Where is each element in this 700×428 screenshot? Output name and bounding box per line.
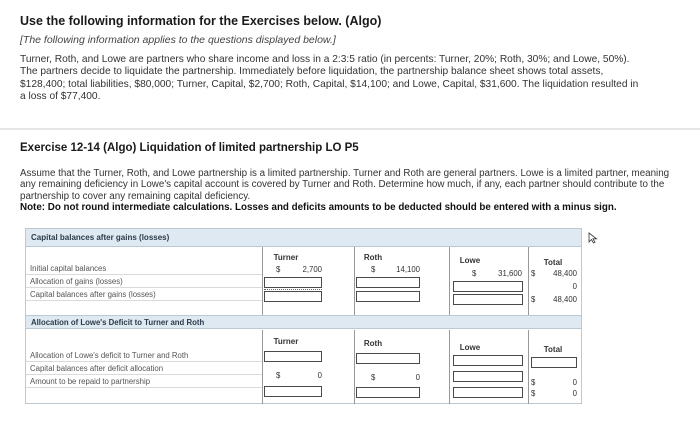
grid-line xyxy=(262,330,263,404)
intro-body: Turner, Roth, and Lowe are partners who share income and loss in a 2:3:5 ratio (in percents: Turner, 20%; Roth, 30%; and Lowe, 50%). The partners decide to liquidate the partnership. Immediately before liquidation, the partnership balance sheet shows total assets, $128,400; total liabilities, $80,000; Turner, Capital, $2,700; Roth, Capital, $14,100; and Lowe, Capital, $31,600. The liquidation resulted in a loss of $77,400. xyxy=(20,54,639,103)
row-initial-label: Initial capital balances xyxy=(26,263,262,275)
intro-section xyxy=(0,0,700,128)
roth-allocation-input[interactable] xyxy=(356,277,420,288)
total-after-dollar: $ xyxy=(531,295,536,304)
row-allocation-label: Allocation of gains (losses) xyxy=(26,276,262,288)
grid-line xyxy=(449,330,450,404)
exercise-title: Exercise 12-14 (Algo) Liquidation of limited partnership LO P5 xyxy=(20,142,359,154)
exercise-note: Note: Do not round intermediate calculations. Losses and deficits amounts to be deducted should be entered with a minus sign. xyxy=(20,202,617,214)
col-roth: Roth xyxy=(363,253,383,262)
total-after-value: 48,400 xyxy=(553,295,577,304)
table2-header xyxy=(26,315,581,329)
intro-subtitle: [The following information applies to the questions displayed below.] xyxy=(20,34,336,46)
col-lowe: Lowe xyxy=(459,256,481,265)
col-total-2: Total xyxy=(543,345,563,354)
grid-line xyxy=(354,247,355,315)
turner-repaid-input[interactable] xyxy=(264,386,322,397)
worksheet-panel xyxy=(25,228,582,404)
col-turner: Turner xyxy=(273,253,299,262)
turner-allocation-input[interactable] xyxy=(264,277,322,288)
grid-line xyxy=(528,330,529,404)
turner-initial-dollar: $ xyxy=(276,265,281,274)
intro-title: Use the following information for the Exercises below. (Algo) xyxy=(20,14,382,28)
roth-after-input[interactable] xyxy=(356,291,420,302)
roth-after-deficit-value: 0 xyxy=(415,373,420,382)
grid-line xyxy=(449,247,450,315)
turner-deficit-input[interactable] xyxy=(264,351,322,362)
roth-after-deficit-dollar: $ xyxy=(371,373,376,382)
total-repaid-value: 0 xyxy=(572,389,577,398)
total-repaid-dollar: $ xyxy=(531,389,536,398)
lowe-repaid-input[interactable] xyxy=(453,387,523,398)
col-total: Total xyxy=(543,258,563,267)
col-roth-2: Roth xyxy=(363,339,383,348)
total-deficit-input[interactable] xyxy=(531,357,577,368)
section-divider xyxy=(0,128,700,130)
total-after-deficit-dollar: $ xyxy=(531,378,536,387)
turner-underline xyxy=(264,289,322,290)
lowe-initial-value: 31,600 xyxy=(498,269,522,278)
total-initial-dollar: $ xyxy=(531,269,536,278)
lowe-after-input[interactable] xyxy=(453,294,523,305)
turner-after-input[interactable] xyxy=(264,291,322,302)
grid-line xyxy=(354,330,355,404)
cursor-icon xyxy=(587,232,599,244)
total-initial-value: 48,400 xyxy=(553,269,577,278)
table1-header-label: Capital balances after gains (losses) xyxy=(31,233,170,242)
row-repaid-label: Amount to be repaid to partnership xyxy=(26,376,262,388)
table1-header xyxy=(26,229,581,247)
roth-initial-dollar: $ xyxy=(371,265,376,274)
col-turner-2: Turner xyxy=(273,337,299,346)
lowe-after-deficit-input[interactable] xyxy=(453,371,523,382)
turner-after-deficit-dollar: $ xyxy=(276,371,281,380)
table2-header-label: Allocation of Lowe's Deficit to Turner and Roth xyxy=(31,318,205,327)
grid-line xyxy=(262,247,263,315)
exercise-body: Assume that the Turner, Roth, and Lowe partnership is a limited partnership. Turner and Roth are general partners. Lowe is a limited partner, meaning any remaining deficiency in Lowe's capital account is covered by Turner and Roth. Determine how much, if any, each partner should contribute to the partnership to cover any remaining capital deficiency. xyxy=(20,168,670,202)
total-allocation-value: 0 xyxy=(572,282,577,291)
lowe-allocation-input[interactable] xyxy=(453,281,523,292)
lowe-initial-dollar: $ xyxy=(472,269,477,278)
turner-after-deficit-value: 0 xyxy=(317,371,322,380)
row-after-deficit-label: Capital balances after deficit allocation xyxy=(26,363,262,375)
row-deficit-allocation-label: Allocation of Lowe's deficit to Turner and Roth xyxy=(26,350,262,362)
roth-initial-value: 14,100 xyxy=(396,265,420,274)
lowe-deficit-input[interactable] xyxy=(453,355,523,366)
roth-deficit-input[interactable] xyxy=(356,353,420,364)
total-after-deficit-value: 0 xyxy=(572,378,577,387)
grid-line xyxy=(528,247,529,315)
exercise-instructions xyxy=(20,168,670,214)
roth-repaid-input[interactable] xyxy=(356,387,420,398)
turner-initial-value: 2,700 xyxy=(302,265,322,274)
row-after-label: Capital balances after gains (losses) xyxy=(26,289,262,301)
col-lowe-2: Lowe xyxy=(459,343,481,352)
